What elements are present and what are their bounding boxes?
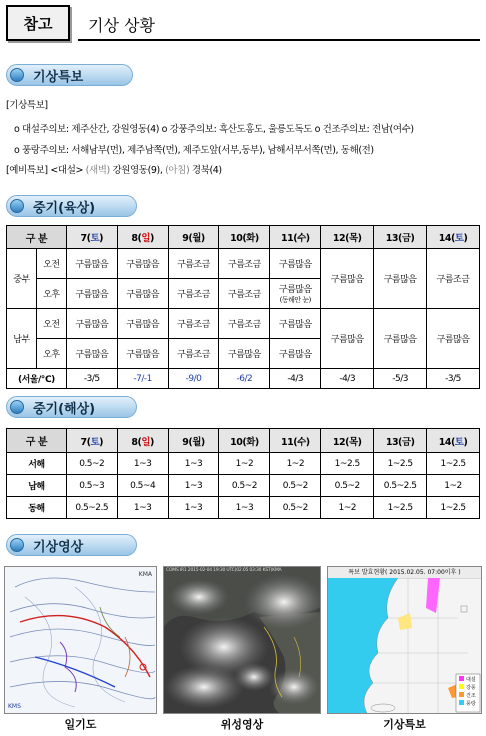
forecast-cell: 구름많음 — [427, 309, 480, 369]
pre-warnings-label: [예비특보] — [6, 165, 48, 176]
caption-satellite: 위성영상 — [220, 718, 264, 731]
header-cell: 구 분 — [7, 429, 67, 453]
forecast-cell: 구름조금 — [427, 249, 480, 309]
forecast-cell: 구름많음 — [374, 309, 427, 369]
day-header: 13(금) — [374, 429, 427, 453]
wave-cell: 1~2.5 — [427, 453, 480, 475]
sea-name-cell: 남해 — [7, 475, 67, 497]
forecast-cell: 구름조금 — [168, 249, 219, 279]
day-header: 8(일) — [117, 429, 168, 453]
wave-cell: 0.5~3 — [66, 475, 117, 497]
region-cell: 남부 — [7, 309, 37, 369]
wave-cell: 0.5~2.5 — [374, 475, 427, 497]
forecast-cell: 구름많음 — [219, 339, 270, 369]
section-title-text: 기상특보 — [33, 69, 84, 85]
wave-cell: 1~3 — [219, 497, 270, 519]
forecast-cell: 구름많음 — [117, 309, 168, 339]
forecast-cell: 구름많음 — [117, 339, 168, 369]
wave-cell: 0.5~2 — [270, 475, 321, 497]
temperature-cell: -6/2 — [219, 369, 270, 389]
wave-cell: 1~2 — [321, 497, 374, 519]
section-title-text: 중기(육상) — [33, 200, 96, 216]
section-title-images — [6, 534, 137, 556]
day-header: 7(토) — [66, 429, 117, 453]
day-header: 14(토) — [427, 429, 480, 453]
warnings-line-2: o 풍랑주의보: 서해남부(먼), 제주남쪽(먼), 제주도앞(서부,동부), 남해서부서쪽(먼), 동해(전) — [14, 145, 374, 156]
wave-cell: 1~2.5 — [427, 497, 480, 519]
section-title-sea — [6, 396, 137, 418]
temperature-cell: -3/5 — [66, 369, 117, 389]
forecast-cell: 구름많음 — [66, 249, 117, 279]
section-title-text: 중기(해상) — [33, 401, 96, 417]
forecast-cell: 구름조금 — [219, 249, 270, 279]
pre-warnings-kind: <대설> — [50, 165, 84, 176]
wave-cell: 1~2.5 — [374, 453, 427, 475]
weather-chart-image — [4, 566, 157, 714]
forecast-cell: 구름많음 — [117, 279, 168, 309]
legend-item: 건조 — [459, 692, 476, 700]
forecast-cell: 구름많음 — [270, 249, 321, 279]
wave-cell: 1~3 — [168, 497, 219, 519]
period-cell: 오후 — [36, 279, 66, 309]
day-header: 13(금) — [374, 226, 427, 249]
temperature-label: (서울/℃) — [7, 369, 67, 389]
chart-brand: KMA — [138, 571, 152, 578]
caption-warnings-map: 기상특보 — [383, 718, 426, 731]
page-header — [6, 5, 480, 41]
day-header: 7(토) — [66, 226, 117, 249]
pre-warnings — [6, 162, 222, 176]
forecast-cell: 구름많음 — [321, 309, 374, 369]
wave-cell: 0.5~2 — [270, 497, 321, 519]
bullet-icon — [10, 68, 24, 82]
pre-warnings-area: 강원영동(9), — [112, 165, 163, 176]
section-title-warnings — [6, 64, 133, 86]
legend-swatch — [459, 684, 464, 689]
forecast-cell: 구름많음 — [270, 339, 321, 369]
wave-cell: 1~3 — [168, 453, 219, 475]
wave-cell: 0.5~2 — [321, 475, 374, 497]
forecast-cell: 구름조금 — [219, 279, 270, 309]
reference-tag: 참고 — [6, 5, 70, 41]
table-row — [7, 497, 480, 519]
weather-images — [4, 566, 482, 714]
day-header: 10(화) — [219, 429, 270, 453]
weather-chart-graphic — [5, 567, 157, 714]
bullet-icon — [10, 400, 24, 414]
map-title: 특보 발효현황( 2015.02.05. 07:00이후 ) — [328, 567, 481, 578]
legend-swatch — [459, 700, 464, 705]
forecast-cell: 구름많음 — [374, 249, 427, 309]
table-row — [7, 309, 480, 339]
period-cell: 오전 — [36, 249, 66, 279]
chart-corner-label: KMS — [8, 703, 21, 710]
forecast-cell: 구름많음 — [66, 309, 117, 339]
sea-forecast-table — [6, 428, 480, 519]
wave-cell: 0.5~2 — [66, 453, 117, 475]
day-header: 12(목) — [321, 429, 374, 453]
wave-cell: 1~3 — [117, 497, 168, 519]
map-legend — [459, 676, 476, 708]
table-row — [7, 249, 480, 279]
temperature-cell: -3/5 — [427, 369, 480, 389]
day-header: 9(월) — [168, 226, 219, 249]
bullet-icon — [10, 199, 24, 213]
period-cell: 오전 — [36, 309, 66, 339]
forecast-cell: 구름많음 — [321, 249, 374, 309]
day-header: 11(수) — [270, 429, 321, 453]
wave-cell: 1~3 — [168, 475, 219, 497]
caption-weather-chart: 일기도 — [64, 718, 97, 731]
forecast-cell: 구름조금 — [219, 309, 270, 339]
warnings-label: [기상특보] — [6, 100, 48, 111]
day-header: 14(토) — [427, 226, 480, 249]
forecast-cell: 구름조금 — [168, 339, 219, 369]
forecast-cell: 구름조금 — [168, 309, 219, 339]
temperature-cell: -4/3 — [270, 369, 321, 389]
wave-cell: 1~2.5 — [374, 497, 427, 519]
page-title: 기상 상황 — [88, 16, 155, 35]
table-row — [7, 453, 480, 475]
day-header: 11(수) — [270, 226, 321, 249]
pre-warnings-time: (새벽) — [85, 165, 110, 176]
sea-name-cell: 동해 — [7, 497, 67, 519]
forecast-cell: 구름조금 — [168, 279, 219, 309]
wave-cell: 1~2.5 — [321, 453, 374, 475]
wave-cell: 1~2 — [270, 453, 321, 475]
header-rule — [78, 39, 480, 41]
satellite-image — [163, 566, 321, 714]
forecast-cell: 구름많음 — [117, 249, 168, 279]
forecast-text: 구름많음 — [278, 285, 312, 295]
header-cell: 구 분 — [7, 226, 67, 249]
temperature-row — [7, 369, 480, 389]
table-row — [7, 475, 480, 497]
wave-cell: 1~2 — [219, 453, 270, 475]
sea-name-cell: 서해 — [7, 453, 67, 475]
section-title-text: 기상영상 — [33, 539, 84, 555]
bullet-icon — [10, 538, 24, 552]
region-cell: 중부 — [7, 249, 37, 309]
wave-cell: 0.5~2.5 — [66, 497, 117, 519]
legend-item: 강풍 — [459, 684, 476, 692]
legend-item: 풍랑 — [459, 700, 476, 708]
legend-swatch — [459, 692, 464, 697]
temperature-cell: -7/-1 — [117, 369, 168, 389]
temperature-cell: -5/3 — [374, 369, 427, 389]
forecast-cell — [270, 279, 321, 309]
pre-warnings-time: (아침) — [165, 165, 190, 176]
warnings-map-image — [327, 566, 482, 714]
table-header-row — [7, 429, 480, 453]
legend-item: 대설 — [459, 676, 476, 684]
wave-cell: 1~2 — [427, 475, 480, 497]
legend-swatch — [459, 676, 464, 681]
satellite-graphic — [164, 567, 321, 714]
satellite-timestamp: COMS IR1 2015-02-04 19:30 UTC(02.05 03:30 KST)KMA — [166, 568, 282, 573]
forecast-note: (동해안 눈) — [279, 296, 311, 304]
forecast-cell: 구름많음 — [66, 279, 117, 309]
forecast-cell: 구름많음 — [270, 309, 321, 339]
temperature-cell: -9/0 — [168, 369, 219, 389]
period-cell: 오후 — [36, 339, 66, 369]
forecast-cell: 구름많음 — [66, 339, 117, 369]
wave-cell: 0.5~4 — [117, 475, 168, 497]
table-header-row — [7, 226, 480, 249]
land-forecast-table — [6, 225, 480, 389]
warnings-line-1: o 대설주의보: 제주산간, 강원영동(4) o 강풍주의보: 흑산도홍도, 울릉도독도 o 건조주의보: 전남(여수) — [14, 124, 414, 135]
day-header: 12(목) — [321, 226, 374, 249]
day-header: 10(화) — [219, 226, 270, 249]
pre-warnings-area: 경북(4) — [191, 165, 222, 176]
day-header: 8(일) — [117, 226, 168, 249]
day-header: 9(월) — [168, 429, 219, 453]
wave-cell: 0.5~2 — [219, 475, 270, 497]
wave-cell: 1~3 — [117, 453, 168, 475]
section-title-land — [6, 195, 137, 217]
temperature-cell: -4/3 — [321, 369, 374, 389]
